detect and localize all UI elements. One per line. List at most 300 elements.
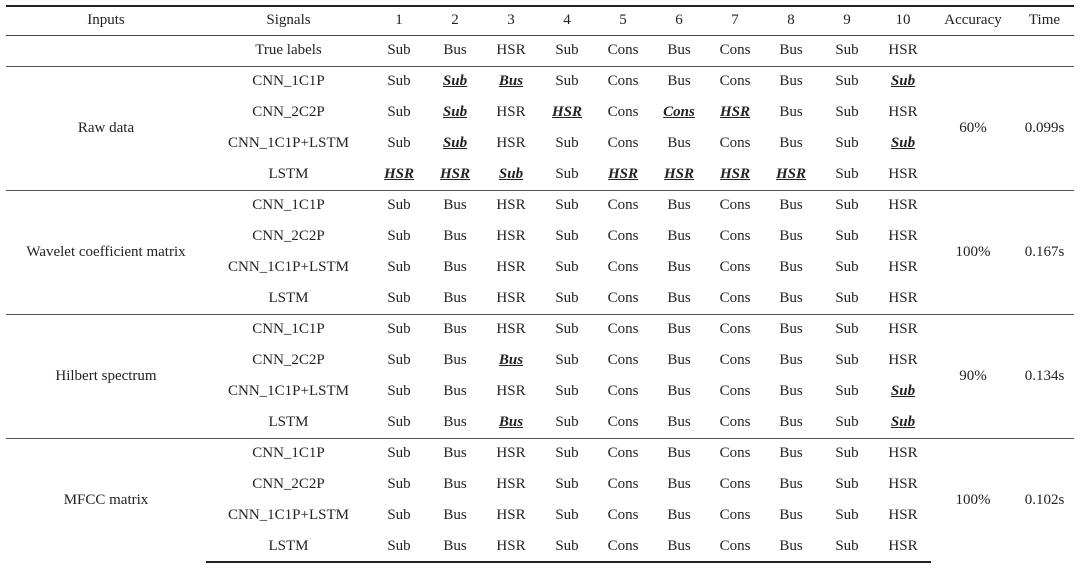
prediction-cell — [539, 190, 595, 221]
prediction-cell — [483, 500, 539, 531]
prediction-value: HSR — [888, 165, 918, 182]
model-name-cell: CNN_1C1P+LSTM — [228, 259, 349, 275]
prediction-value: Cons — [607, 383, 639, 399]
prediction-cell — [427, 97, 483, 128]
prediction-cell — [651, 221, 707, 252]
prediction-value: Sub — [835, 135, 859, 151]
model-name-cell: CNN_1C1P — [206, 438, 371, 469]
true-labels-time-cell — [1015, 35, 1074, 66]
accuracy-cell: 90% — [931, 314, 1015, 438]
prediction-cell — [595, 252, 651, 283]
prediction-cell — [371, 345, 427, 376]
prediction-value: Bus — [443, 197, 467, 214]
table-row — [6, 438, 1074, 469]
model-name-cell: CNN_1C1P+LSTM — [228, 383, 349, 399]
prediction-value: Sub — [387, 445, 411, 462]
prediction-value: HSR — [496, 259, 526, 275]
prediction-value: Cons — [607, 228, 639, 244]
prediction-value: Sub — [387, 537, 411, 554]
model-name-cell: LSTM — [268, 289, 309, 306]
prediction-cell — [595, 407, 651, 438]
prediction-cell — [875, 531, 931, 562]
prediction-value: HSR — [496, 289, 526, 306]
prediction-cell — [427, 190, 483, 221]
prediction-cell — [763, 500, 819, 531]
true-label-cell: Sub — [555, 42, 579, 58]
prediction-value: HSR — [496, 104, 526, 120]
prediction-value: Bus — [667, 507, 691, 523]
prediction-cell — [763, 469, 819, 500]
prediction-cell — [707, 500, 763, 531]
prediction-cell — [427, 500, 483, 531]
prediction-cell — [595, 159, 651, 190]
prediction-value: Cons — [719, 135, 751, 151]
prediction-cell — [595, 128, 651, 159]
prediction-value: Sub — [387, 507, 411, 523]
prediction-cell — [371, 252, 427, 283]
model-name-cell: CNN_1C1P+LSTM — [228, 507, 349, 523]
true-label-cell: Cons — [607, 42, 639, 58]
prediction-cell — [483, 66, 539, 97]
prediction-cell — [595, 469, 651, 500]
prediction-value: HSR — [496, 537, 526, 554]
prediction-value: Sub — [387, 476, 411, 492]
model-name-cell: CNN_2C2P — [252, 104, 325, 120]
prediction-cell — [875, 97, 931, 128]
prediction-cell — [763, 407, 819, 438]
prediction-cell — [371, 159, 427, 190]
prediction-value: Bus — [667, 135, 691, 151]
results-table — [6, 5, 1074, 563]
prediction-cell — [763, 221, 819, 252]
prediction-cell — [875, 376, 931, 407]
prediction-value: HSR — [496, 507, 526, 523]
prediction-value: Cons — [607, 135, 639, 151]
prediction-value: Bus — [443, 259, 467, 275]
prediction-value: HSR — [888, 537, 918, 554]
prediction-value: Sub — [835, 352, 859, 368]
header-signal-4: 4 — [539, 6, 595, 35]
prediction-cell — [371, 66, 427, 97]
prediction-cell — [595, 190, 651, 221]
prediction-value: Sub — [387, 413, 411, 430]
prediction-cell — [819, 314, 875, 345]
prediction-value: Bus — [667, 445, 691, 462]
prediction-cell — [539, 438, 595, 469]
prediction-cell — [427, 407, 483, 438]
prediction-cell — [819, 407, 875, 438]
prediction-value: Sub — [835, 104, 859, 120]
prediction-value: Bus — [667, 259, 691, 275]
prediction-cell — [483, 469, 539, 500]
prediction-cell — [371, 314, 427, 345]
prediction-cell — [763, 128, 819, 159]
prediction-cell — [819, 66, 875, 97]
prediction-value: Cons — [607, 537, 639, 554]
prediction-value: Cons — [719, 383, 751, 399]
prediction-cell — [539, 66, 595, 97]
time-cell: 0.102s — [1015, 438, 1074, 562]
prediction-value: Bus — [779, 104, 803, 120]
prediction-cell — [483, 128, 539, 159]
prediction-cell — [819, 252, 875, 283]
prediction-value: Cons — [719, 289, 751, 306]
prediction-value: Sub — [835, 507, 859, 523]
prediction-cell — [595, 438, 651, 469]
prediction-value: Bus — [779, 537, 803, 554]
prediction-value: Cons — [607, 73, 639, 90]
prediction-cell — [427, 66, 483, 97]
prediction-wrong: HSR — [607, 165, 638, 182]
prediction-wrong: Sub — [890, 413, 916, 430]
prediction-cell — [371, 407, 427, 438]
prediction-cell — [483, 531, 539, 562]
prediction-cell — [707, 469, 763, 500]
prediction-value: Bus — [779, 289, 803, 306]
true-labels-label: True labels — [255, 42, 322, 58]
prediction-cell — [595, 376, 651, 407]
prediction-value: Sub — [835, 476, 859, 492]
prediction-cell — [763, 283, 819, 314]
header-time: Time — [1015, 6, 1074, 35]
true-label-cell: HSR — [888, 42, 918, 58]
model-name-cell: CNN_2C2P — [252, 228, 325, 244]
prediction-value: Cons — [719, 197, 751, 214]
header-signal-2: 2 — [427, 6, 483, 35]
prediction-value: Bus — [667, 228, 691, 244]
prediction-cell — [483, 438, 539, 469]
prediction-cell — [427, 314, 483, 345]
prediction-value: Cons — [607, 259, 639, 275]
prediction-value: Cons — [607, 197, 639, 214]
prediction-cell — [539, 252, 595, 283]
prediction-cell — [427, 159, 483, 190]
prediction-value: Cons — [719, 507, 751, 523]
prediction-cell — [763, 159, 819, 190]
header-signal-5: 5 — [595, 6, 651, 35]
prediction-wrong: Sub — [890, 73, 916, 90]
prediction-value: Bus — [443, 445, 467, 462]
prediction-cell — [819, 438, 875, 469]
prediction-cell — [539, 469, 595, 500]
prediction-cell — [819, 376, 875, 407]
prediction-cell — [483, 314, 539, 345]
prediction-cell — [875, 314, 931, 345]
prediction-cell — [819, 531, 875, 562]
prediction-cell — [763, 314, 819, 345]
prediction-value: Sub — [387, 197, 411, 214]
prediction-value: Sub — [835, 197, 859, 214]
prediction-value: Bus — [779, 321, 803, 338]
prediction-cell — [651, 159, 707, 190]
prediction-value: Bus — [779, 352, 803, 368]
prediction-cell — [483, 283, 539, 314]
prediction-value: Bus — [667, 289, 691, 306]
prediction-value: Sub — [387, 321, 411, 338]
prediction-cell — [595, 221, 651, 252]
true-labels-accuracy-cell — [931, 35, 1015, 66]
prediction-cell — [763, 531, 819, 562]
prediction-value: Cons — [719, 476, 751, 492]
prediction-value: HSR — [496, 197, 526, 214]
prediction-cell — [371, 190, 427, 221]
prediction-value: Cons — [607, 289, 639, 306]
prediction-value: Cons — [719, 413, 751, 430]
prediction-cell — [371, 221, 427, 252]
prediction-value: Sub — [555, 445, 579, 462]
prediction-cell — [651, 283, 707, 314]
prediction-value: Sub — [835, 289, 859, 306]
true-label-cell: Sub — [835, 42, 859, 58]
table-row — [6, 66, 1074, 97]
prediction-value: Sub — [387, 135, 411, 151]
prediction-cell — [707, 345, 763, 376]
prediction-value: Sub — [555, 383, 579, 399]
prediction-cell — [707, 221, 763, 252]
prediction-value: Sub — [387, 383, 411, 399]
prediction-cell — [875, 66, 931, 97]
prediction-cell — [819, 97, 875, 128]
prediction-value: Sub — [835, 321, 859, 338]
prediction-value: Cons — [719, 228, 751, 244]
prediction-value: Sub — [835, 383, 859, 399]
prediction-value: Bus — [667, 537, 691, 554]
prediction-cell — [651, 469, 707, 500]
prediction-value: Bus — [443, 537, 467, 554]
prediction-wrong: HSR — [775, 165, 806, 182]
prediction-cell — [763, 97, 819, 128]
prediction-value: Cons — [719, 537, 751, 554]
prediction-cell — [875, 159, 931, 190]
prediction-cell — [763, 252, 819, 283]
prediction-cell — [651, 531, 707, 562]
prediction-value: HSR — [496, 228, 526, 244]
header-signal-1: 1 — [371, 6, 427, 35]
prediction-value: Sub — [387, 104, 411, 120]
prediction-value: Sub — [555, 73, 579, 90]
prediction-value: Bus — [779, 259, 803, 275]
prediction-cell — [875, 345, 931, 376]
prediction-cell — [707, 66, 763, 97]
prediction-cell — [875, 283, 931, 314]
prediction-value: HSR — [888, 352, 918, 368]
prediction-cell — [427, 283, 483, 314]
prediction-value: Cons — [607, 445, 639, 462]
prediction-cell — [539, 345, 595, 376]
prediction-cell — [819, 283, 875, 314]
prediction-cell — [595, 500, 651, 531]
prediction-wrong: Sub — [498, 165, 524, 182]
header-accuracy: Accuracy — [931, 6, 1015, 35]
prediction-value: HSR — [888, 289, 918, 306]
prediction-value: Cons — [607, 476, 639, 492]
prediction-wrong: HSR — [439, 165, 470, 182]
prediction-wrong: Sub — [442, 73, 468, 90]
input-type-cell: Wavelet coefficient matrix — [6, 190, 206, 314]
prediction-value: Sub — [835, 445, 859, 462]
input-type-cell: MFCC matrix — [6, 438, 206, 562]
prediction-value: Sub — [555, 135, 579, 151]
prediction-cell — [483, 190, 539, 221]
group-section — [6, 66, 1074, 190]
prediction-cell — [707, 97, 763, 128]
prediction-value: HSR — [888, 321, 918, 338]
prediction-wrong: Bus — [498, 352, 524, 368]
prediction-cell — [763, 345, 819, 376]
prediction-cell — [651, 128, 707, 159]
prediction-value: HSR — [496, 476, 526, 492]
prediction-cell — [763, 376, 819, 407]
prediction-cell — [371, 128, 427, 159]
table-header — [6, 6, 1074, 35]
model-name-cell: LSTM — [206, 531, 371, 562]
prediction-cell — [651, 252, 707, 283]
prediction-cell — [427, 531, 483, 562]
prediction-cell — [483, 252, 539, 283]
prediction-cell — [875, 500, 931, 531]
header-signal-3: 3 — [483, 6, 539, 35]
prediction-wrong: HSR — [663, 165, 694, 182]
prediction-value: Sub — [387, 228, 411, 244]
prediction-value: Bus — [779, 197, 803, 214]
prediction-value: Sub — [835, 73, 859, 90]
prediction-value: Bus — [443, 507, 467, 523]
prediction-cell — [427, 438, 483, 469]
model-name-cell: CNN_2C2P — [252, 352, 325, 368]
time-cell: 0.134s — [1015, 314, 1074, 438]
prediction-value: Sub — [387, 73, 411, 90]
prediction-cell — [651, 376, 707, 407]
prediction-cell — [371, 376, 427, 407]
prediction-cell — [875, 407, 931, 438]
prediction-cell — [875, 252, 931, 283]
prediction-cell — [595, 345, 651, 376]
prediction-value: Bus — [667, 413, 691, 430]
prediction-value: Bus — [667, 476, 691, 492]
prediction-cell — [371, 283, 427, 314]
prediction-cell — [539, 159, 595, 190]
header-signal-9: 9 — [819, 6, 875, 35]
prediction-cell — [651, 438, 707, 469]
prediction-cell — [595, 66, 651, 97]
header-signal-8: 8 — [763, 6, 819, 35]
true-label-cell: HSR — [496, 42, 526, 58]
header-signal-10: 10 — [875, 6, 931, 35]
prediction-cell — [539, 97, 595, 128]
true-labels-input-cell — [6, 35, 206, 66]
prediction-value: Sub — [835, 413, 859, 430]
prediction-cell — [483, 407, 539, 438]
true-label-cell: Bus — [443, 42, 467, 58]
prediction-value: Sub — [555, 413, 579, 430]
header-row — [6, 6, 1074, 35]
prediction-value: Bus — [779, 228, 803, 244]
accuracy-cell: 100% — [931, 190, 1015, 314]
prediction-cell — [819, 345, 875, 376]
true-label-cell: Cons — [719, 42, 751, 58]
prediction-cell — [875, 469, 931, 500]
model-name-cell: CNN_1C1P — [206, 66, 371, 97]
prediction-value: Bus — [779, 73, 803, 90]
prediction-value: Sub — [835, 228, 859, 244]
prediction-cell — [595, 531, 651, 562]
prediction-cell — [539, 314, 595, 345]
prediction-value: Bus — [443, 352, 467, 368]
prediction-cell — [595, 283, 651, 314]
prediction-wrong: Bus — [498, 73, 524, 90]
prediction-value: Cons — [719, 352, 751, 368]
prediction-value: Sub — [555, 537, 579, 554]
prediction-cell — [595, 97, 651, 128]
prediction-cell — [707, 159, 763, 190]
prediction-cell — [707, 438, 763, 469]
prediction-value: Sub — [387, 289, 411, 306]
group-section — [6, 190, 1074, 314]
prediction-value: Bus — [443, 476, 467, 492]
model-name-cell: CNN_1C1P — [206, 190, 371, 221]
prediction-cell — [483, 345, 539, 376]
prediction-cell — [707, 283, 763, 314]
table-row — [6, 314, 1074, 345]
model-name-cell: CNN_2C2P — [252, 476, 325, 492]
prediction-cell — [819, 221, 875, 252]
prediction-cell — [651, 500, 707, 531]
prediction-value: Cons — [607, 507, 639, 523]
prediction-value: Sub — [387, 352, 411, 368]
prediction-wrong: Sub — [890, 135, 916, 151]
prediction-cell — [483, 159, 539, 190]
prediction-cell — [875, 128, 931, 159]
prediction-cell — [875, 438, 931, 469]
prediction-value: Bus — [667, 73, 691, 90]
prediction-cell — [707, 128, 763, 159]
prediction-value: HSR — [888, 259, 918, 275]
true-labels-section — [6, 35, 1074, 66]
prediction-cell — [875, 221, 931, 252]
prediction-cell — [651, 314, 707, 345]
input-type-cell: Hilbert spectrum — [6, 314, 206, 438]
prediction-wrong: Bus — [498, 413, 524, 430]
prediction-value: HSR — [888, 476, 918, 492]
prediction-cell — [539, 221, 595, 252]
table-row — [6, 190, 1074, 221]
prediction-value: Bus — [667, 352, 691, 368]
prediction-value: Bus — [779, 383, 803, 399]
prediction-cell — [427, 128, 483, 159]
prediction-value: Bus — [443, 413, 467, 430]
prediction-value: Sub — [555, 352, 579, 368]
prediction-value: Bus — [779, 135, 803, 151]
prediction-cell — [371, 469, 427, 500]
header-signal-7: 7 — [707, 6, 763, 35]
prediction-cell — [707, 314, 763, 345]
prediction-value: HSR — [496, 445, 526, 462]
prediction-cell — [651, 97, 707, 128]
model-name-cell: LSTM — [268, 413, 309, 430]
prediction-cell — [539, 531, 595, 562]
prediction-value: Bus — [667, 197, 691, 214]
prediction-cell — [371, 500, 427, 531]
prediction-cell — [819, 159, 875, 190]
prediction-value: HSR — [888, 507, 918, 523]
model-name-cell: CNN_1C1P — [206, 314, 371, 345]
prediction-cell — [651, 345, 707, 376]
prediction-value: Sub — [555, 289, 579, 306]
true-label-cell: Bus — [667, 42, 691, 58]
prediction-value: Sub — [555, 259, 579, 275]
prediction-value: Sub — [555, 197, 579, 214]
prediction-value: Cons — [607, 104, 639, 120]
